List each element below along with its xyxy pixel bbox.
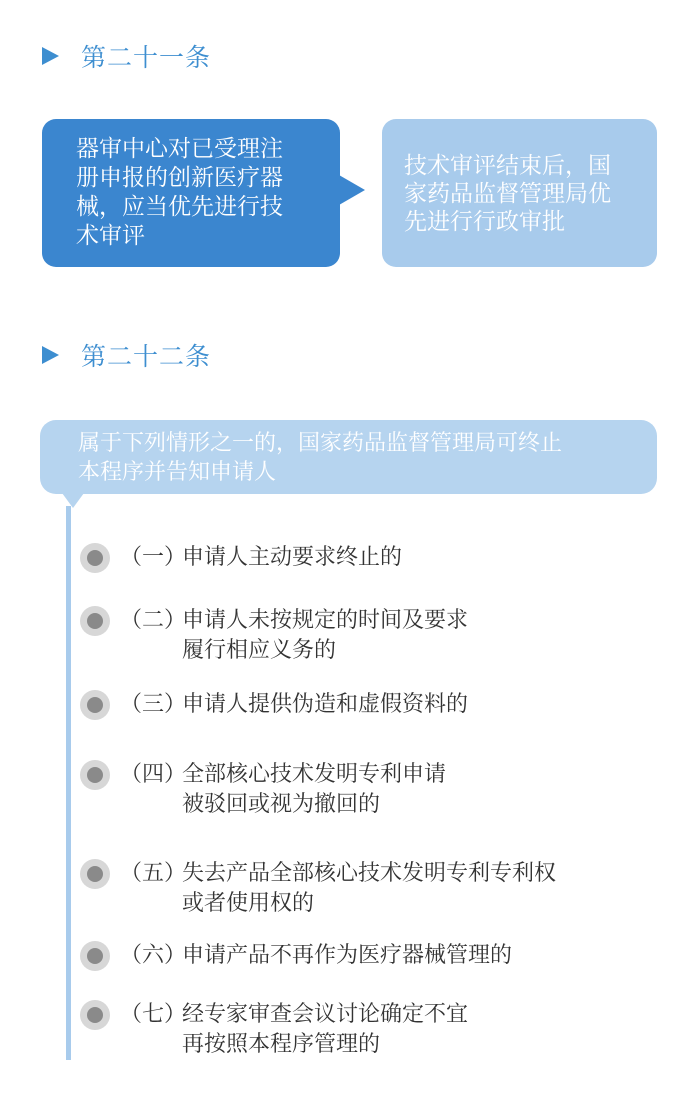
clause-timeline — [66, 506, 71, 1060]
triangle-right-icon — [42, 47, 59, 65]
clause-text: 全部核心技术发明专利申请 — [182, 762, 447, 787]
banner-line: 本程序并告知申请人 — [78, 460, 277, 485]
article-21-heading — [42, 39, 211, 73]
clause-number: （四） — [120, 762, 187, 787]
article-22-heading — [42, 338, 211, 372]
clause-text: 申请产品不再作为医疗器械管理的 — [182, 943, 513, 968]
bullet-dot-icon — [80, 606, 110, 636]
clause-text-continued: 再按照本程序管理的 — [182, 1032, 381, 1057]
clause-text-continued: 履行相应义务的 — [182, 638, 337, 663]
bullet-dot-icon — [80, 543, 110, 573]
review-center-line: 器审中心对已受理注 — [76, 136, 283, 162]
banner-line: 属于下列情形之一的，国家药品监督管理局可终止 — [78, 431, 563, 456]
clause-number: （一） — [120, 545, 187, 570]
administration-approval-line: 先进行行政审批 — [404, 209, 565, 235]
clause-text: 失去产品全部核心技术发明专利专利权 — [182, 861, 557, 886]
review-center-line: 册申报的创新医疗器 — [76, 165, 283, 191]
administration-approval-line: 技术审评结束后，国 — [404, 153, 611, 179]
administration-approval-box — [382, 119, 657, 267]
termination-conditions-banner — [40, 420, 657, 494]
clause-text: 经专家审查会议讨论确定不宜 — [182, 1002, 469, 1027]
clause-number: （二） — [120, 608, 187, 633]
clause-number: （七） — [120, 1002, 187, 1027]
clause-text-continued: 或者使用权的 — [182, 891, 315, 916]
triangle-right-icon — [42, 346, 59, 364]
clause-text: 申请人未按规定的时间及要求 — [182, 608, 469, 633]
bullet-dot-icon — [80, 760, 110, 790]
administration-approval-line: 家药品监督管理局优 — [404, 181, 611, 207]
article-21-title: 第二十一条 — [81, 43, 212, 72]
flow-arrow-icon — [339, 175, 365, 205]
clause-text: 申请人主动要求终止的 — [182, 545, 403, 570]
clause-number: （六） — [120, 943, 187, 968]
clause-number: （五） — [120, 861, 187, 886]
bullet-dot-icon — [80, 1000, 110, 1030]
bullet-dot-icon — [80, 690, 110, 720]
clause-text: 申请人提供伪造和虚假资料的 — [182, 692, 469, 717]
review-center-line: 术审评 — [76, 223, 145, 249]
review-center-box — [42, 119, 340, 267]
article-22-title: 第二十二条 — [81, 342, 212, 371]
review-center-line: 械，应当优先进行技 — [76, 194, 283, 220]
bullet-dot-icon — [80, 941, 110, 971]
clause-number: （三） — [120, 692, 187, 717]
clause-text-continued: 被驳回或视为撤回的 — [182, 792, 381, 817]
bullet-dot-icon — [80, 859, 110, 889]
